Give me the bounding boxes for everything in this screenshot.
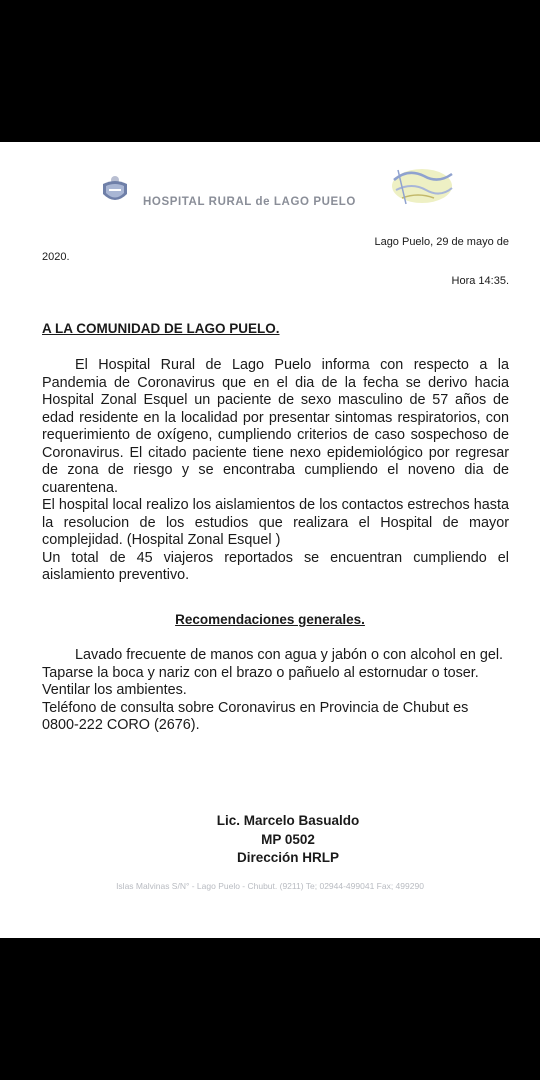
hospital-logo-icon xyxy=(388,164,456,208)
provincial-crest-icon xyxy=(100,172,130,206)
signature-block xyxy=(0,812,540,868)
letter-heading: A LA COMUNIDAD DE LAGO PUELO. xyxy=(42,321,280,336)
body-paragraph: El Hospital Rural de Lago Puelo informa con respecto a la Pandemia de Coronavirus que en el dia de la fecha se derivo hacia Hospital Zonal Esquel un paciente de sexo masculino de 57 años de edad residente en la localidad por presentar sintomas respiratorios, con requerimiento de oxígeno, cumpliendo criterios de caso sospechoso de Coronavirus. El citado paciente tiene nexo epidemiológico por regresar de zona de riesgo y se encontraba cumpliendo el noveno dia de cuarentena. xyxy=(42,357,509,496)
hospital-name: HOSPITAL RURAL de LAGO PUELO xyxy=(143,196,356,208)
body-paragraph: El hospital local realizo los aislamientos de los contactos estrechos hasta la resolucion de los estudios que realizara el Hospital de mayor complejidad. (Hospital Zonal Esquel ) xyxy=(42,497,509,548)
recommendation-item: Taparse la boca y nariz con el brazo o pañuelo al estornudar o toser. xyxy=(42,664,479,681)
signer-name: Lic. Marcelo Basualdo xyxy=(216,813,360,828)
time: Hora 14:35. xyxy=(451,275,509,287)
recommendations-heading: Recomendaciones generales. xyxy=(175,612,365,627)
footer-address: Islas Malvinas S/N° - Lago Puelo - Chubut. (9211) Te; 02944-499041 Fax; 499290 xyxy=(116,881,424,891)
recommendation-item: Ventilar los ambientes. xyxy=(42,682,187,698)
document-page xyxy=(0,142,540,938)
signer-license: MP 0502 xyxy=(261,831,315,847)
recommendation-item: Lavado frecuente de manos con agua y jabón o con alcohol en gel. xyxy=(75,647,504,663)
recommendation-item: Teléfono de consulta sobre Coronavirus en Provincia de Chubut es 0800-222 CORO (2676). xyxy=(42,699,469,733)
date-line: Lago Puelo, 29 de mayo de xyxy=(374,236,509,248)
letter-body xyxy=(42,357,509,585)
recommendations-list xyxy=(42,647,509,735)
body-paragraph: Un total de 45 viajeros reportados se encuentran cumpliendo el aislamiento preventivo. xyxy=(42,549,509,583)
signer-role: Dirección HRLP xyxy=(236,850,340,865)
date-year: 2020. xyxy=(42,251,70,263)
